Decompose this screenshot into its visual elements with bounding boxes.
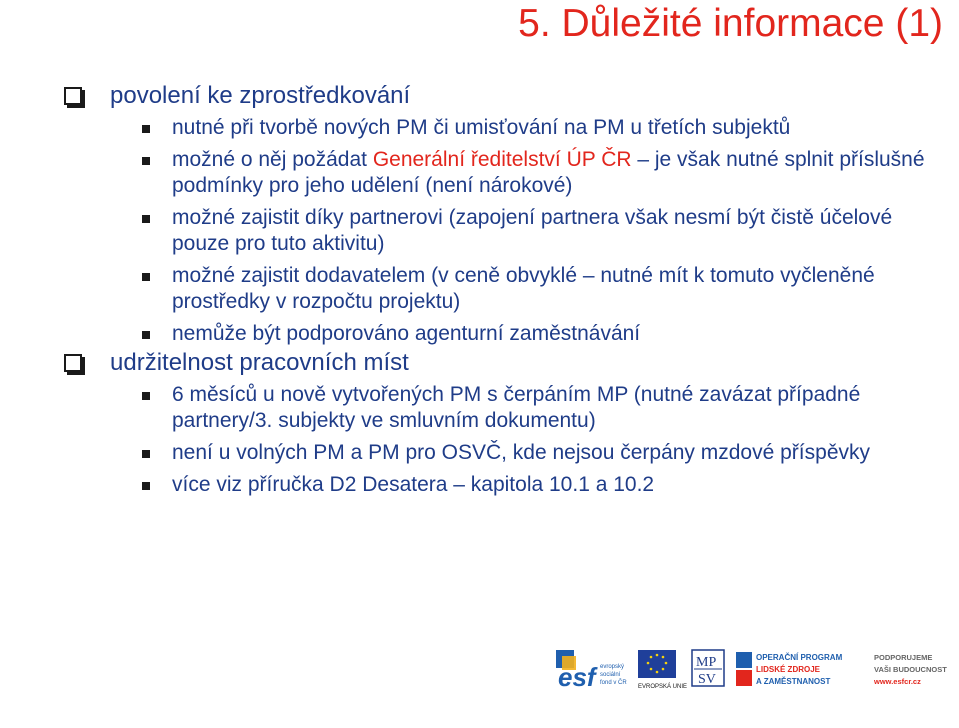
tagline-line-2: VAŠI BUDOUCNOST (874, 665, 947, 674)
square-bullet-icon (142, 482, 150, 490)
list-item (64, 382, 939, 434)
list-item-text: není u volných PM a PM pro OSVČ, kde nejsou čerpány mzdové příspěvky (172, 441, 870, 464)
square-bullet-icon (142, 392, 150, 400)
list-item-text-cont: – je však nutné splnit příslušné podmínky pro jeho udělení (není nárokové) (172, 148, 925, 197)
list-item (64, 263, 939, 315)
section-heading (64, 81, 939, 111)
footer-logo-strip (554, 648, 954, 692)
square-bullet-icon (142, 450, 150, 458)
list-item-text: 6 měsíců u nově vytvořených PM s čerpáním MP (nutné zavázat případné partnery/3. subjekty ve smluvním dokumentu) (172, 383, 861, 432)
list-item (64, 205, 939, 257)
tagline-url: www.esfcr.cz (874, 677, 921, 686)
highlighted-authority: Generální ředitelství ÚP ČR (372, 148, 632, 171)
square-bullet-icon (142, 215, 150, 223)
mpsv-top: MP (696, 655, 717, 670)
eu-flag-logo (638, 650, 687, 690)
list-item (64, 115, 939, 141)
square-bullet-icon (142, 273, 150, 281)
checkbox-bullet-icon (64, 354, 82, 372)
list-item (64, 147, 939, 199)
esf-word: esf (558, 662, 596, 692)
list-item-text: možné o něj požádat (172, 148, 373, 171)
tagline (873, 653, 947, 686)
square-bullet-icon (142, 331, 150, 339)
esf-caption-1: evropský (600, 664, 625, 670)
section-heading (64, 348, 939, 378)
square-bullet-icon (142, 157, 150, 165)
list-item (64, 440, 939, 466)
list-item-text: nutné při tvorbě nových PM či umisťování na PM u třetích subjektů (172, 116, 791, 139)
mpsv-logo (692, 650, 724, 687)
checkbox-bullet-icon (64, 87, 82, 105)
list-item-text: nemůže být podporováno agenturní zaměstnávání (172, 322, 641, 345)
section-heading-text: povolení ke zprostředkování (110, 82, 411, 109)
oplzz-line-3: A ZAMĚSTNANOST (756, 677, 831, 686)
esf-caption-3: fond v ČR (600, 680, 627, 686)
section-sustainability (64, 348, 939, 498)
oplzz-line-1: OPERAČNÍ PROGRAM (756, 653, 843, 662)
oplzz-line-2: LIDSKÉ ZDROJE (756, 665, 821, 674)
section-permit (64, 81, 939, 347)
op-lzz-logo (736, 652, 843, 686)
slide-title-part2: informace (1) (713, 2, 943, 45)
slide-title-part1: 5. Důležité (518, 2, 703, 45)
mpsv-bottom: SV (698, 672, 716, 687)
footer-logos (554, 648, 954, 692)
esf-caption-2: sociální (600, 672, 621, 678)
section-heading-text: udržitelnost pracovních míst (110, 349, 409, 376)
slide-title (0, 2, 947, 46)
list-item (64, 321, 939, 347)
list-item-text: více viz příručka D2 Desatera – kapitola 10.1 a 10.2 (172, 473, 655, 496)
list-item (64, 472, 939, 498)
eu-caption: EVROPSKÁ UNIE (638, 684, 688, 690)
square-bullet-icon (142, 125, 150, 133)
list-item-text: možné zajistit dodavatelem (v ceně obvyklé – nutné mít k tomuto vyčleněné prostředky v rozpočtu projektu) (172, 264, 875, 313)
esf-logo (556, 650, 627, 692)
tagline-line-1: PODPORUJEME (874, 653, 933, 662)
list-item-text: možné zajistit díky partnerovi (zapojení partnera však nesmí být čistě účelové pouze pro tuto aktivitu) (172, 206, 893, 255)
